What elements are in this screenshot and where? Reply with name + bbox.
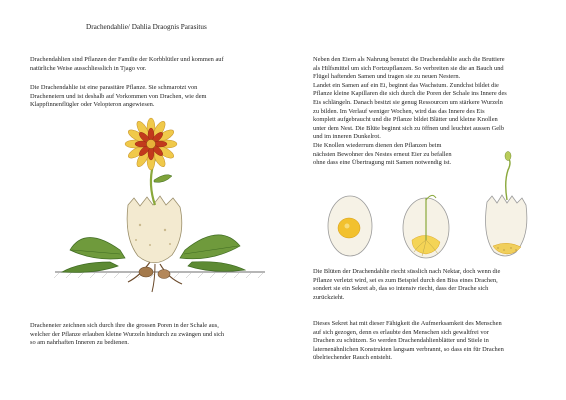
text-line: Die Blüten der Drachendahlie riecht süsslich nach Nektar, doch wenn die [313,268,501,275]
text-line: Dracheneiern und ist deshalb auf Vorkommen von Drachen, wie dem [30,92,207,100]
text-line: Pflanze verletzt wird, sei es zum Beispiel durch den Biss eines Drachen, [313,276,498,284]
dahlia-flower [125,118,177,170]
text-line: ohne dass eine Übertragung mit Samen notwendig ist. [313,159,452,167]
text-line: welcher der Pflanze erlauben kleine Wurzeln hindurch zu zwängen und sich [30,330,225,338]
text-line: sondert sie ein Sekret ab, das so intensiv riecht, dass der Drache sich [313,285,489,293]
text-line: auf sich gezogen, denn es erlaubte den Menschen sich gewaltfrei vor [313,328,489,336]
text-line: Pflanze kleine Kapillaren die sich durch die Poren der Schale ins Innere des [313,90,507,98]
text-line: Die Knollen wiederrum dienen den Pflanzen beim [313,141,442,149]
page-title: Drachendahlie/ Dahlia Draognis Parasitus [86,23,207,31]
text-line: als Hilfsmittel um sich Fortzupflanzen. So verbreiten sie die an Bauch und [313,64,504,72]
text-line: Dieses Sekret hat mit dieser Fähigkeit die Aufmerksamkeit des Menschen [313,320,502,327]
text-line: unter dem Nest. Die Blüte beginnt sich zu öffnen und leuchtet aussen Gelb [313,124,505,132]
text-line: zurückzieht. [313,293,345,301]
text-line: laternenähnlichen Konstrukten langsam verbrannt, so dass ein für Drachen [313,345,504,353]
text-line: so am nahrhaften Inneren zu bedienen. [30,339,130,347]
text-line: natürliche Weise ausschliesslich in Tjago vor. [30,64,147,72]
text-line: Drachen zu schützen. So werden Drachendahlienblätter und Stiele in [313,337,489,345]
text-line: komplett aufgebraucht und die Pflanze bildet Blätter und kleine Knollen [313,116,498,124]
egg-stage-1 [328,196,372,256]
tuber-roots [128,262,182,292]
text-line: und im inneren Dunkelrot. [313,133,381,141]
text-line: Klappfinnenflügler oder Velopteron angewiesen. [30,101,155,109]
text-line: Drachendahlien sind Pflanzen der Familie der Korbblütler und kommen auf [30,56,224,63]
text-line: nächsten Bewohner des Nestes erneut Eier zu befallen [313,150,452,158]
egg-stage-2 [403,195,449,258]
cracked-egg [127,196,182,263]
text-line: Eis schlängeln. Danach besitzt sie genug Ressourcen um stärkere Wurzeln [313,98,503,106]
text-line: übelriechender Rauch entsteht. [313,354,392,362]
stem-leaf [154,175,172,183]
text-line: Flügel haftenden Samen und tragen sie zu neuen Nestern. [313,73,461,81]
text-line: Dracheneier zeichnen sich durch ihre die grossen Poren in der Schale aus, [30,322,219,329]
egg-stage-3 [486,152,527,257]
text-line: zu bilden. Im Verlauf weniger Wochen, wird das das Innere des Eis [313,107,485,115]
text-line: Die Drachendahlie ist eine parasitäre Pflanze. Sie schmarotzt von [30,84,198,91]
text-line: Landet ein Samen auf ein Ei, beginnt das Wachstum. Zundchst bildet die [313,81,499,89]
text-line: Neben den Eiern als Nahrung benutzt die Drachendahlie auch die Bruttiere [313,56,505,63]
